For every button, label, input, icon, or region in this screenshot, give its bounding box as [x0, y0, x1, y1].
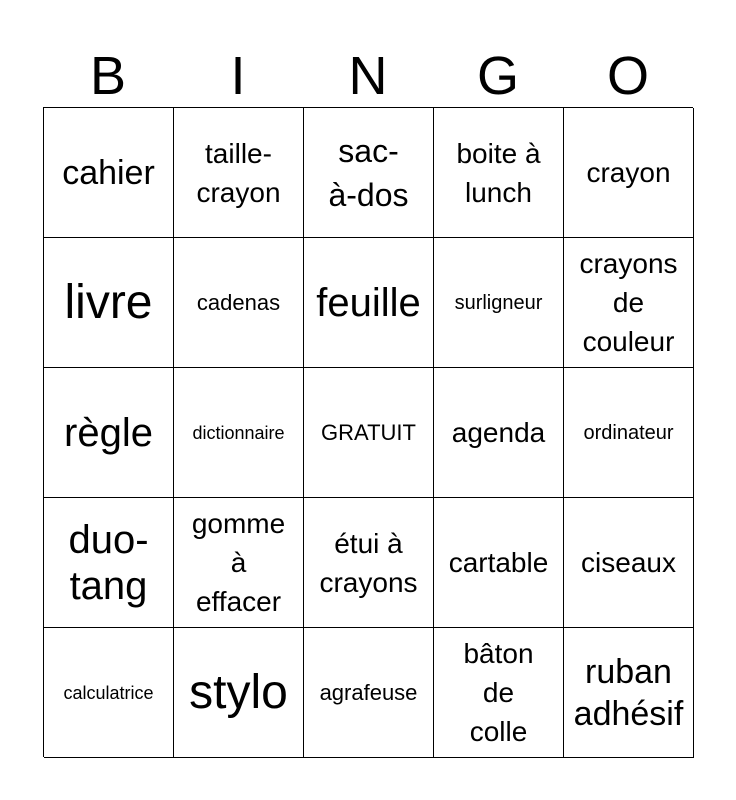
header-letter-g: G [476, 46, 519, 106]
cell-label: règle [64, 410, 153, 455]
cell-label: calculatrice [63, 682, 154, 703]
bingo-cell[interactable] [564, 628, 694, 758]
cell-label: cadenas [196, 289, 281, 315]
cell-label: étui à crayons [319, 527, 418, 598]
header-letter-i: I [230, 46, 246, 106]
bingo-cell[interactable] [304, 628, 434, 758]
cell-label: taille- crayon [196, 137, 281, 208]
cell-label: feuille [316, 280, 421, 325]
cell-label: duo- tang [68, 517, 149, 608]
cell-label: bâton de colle [463, 638, 534, 747]
bingo-cell[interactable] [174, 368, 304, 498]
cell-label: gomme à effacer [191, 508, 286, 617]
cell-label: stylo [189, 665, 288, 719]
cell-label: cahier [62, 153, 155, 192]
bingo-cell[interactable] [434, 368, 564, 498]
free-space-label: GRATUIT [321, 419, 416, 445]
cell-label: dictionnaire [192, 422, 285, 443]
bingo-cell[interactable] [434, 498, 564, 628]
cell-label: cartable [448, 547, 549, 578]
bingo-cell[interactable] [44, 628, 174, 758]
bingo-cell[interactable] [434, 238, 564, 368]
cell-label: ruban adhésif [573, 652, 684, 733]
bingo-board [43, 107, 693, 757]
bingo-header [43, 44, 693, 108]
bingo-cell free-space[interactable] [304, 368, 434, 498]
bingo-cell[interactable] [564, 368, 694, 498]
cell-label: agrafeuse [319, 679, 418, 705]
bingo-cell[interactable] [44, 108, 174, 238]
header-letter-o: O [606, 46, 649, 106]
cell-label: sac- à-dos [328, 132, 409, 213]
bingo-cell[interactable] [434, 108, 564, 238]
bingo-cell[interactable] [564, 498, 694, 628]
cell-label: crayon [586, 157, 671, 188]
bingo-cell[interactable] [44, 368, 174, 498]
bingo-cell[interactable] [434, 628, 564, 758]
cell-label: agenda [451, 417, 546, 448]
bingo-cell[interactable] [44, 498, 174, 628]
cell-label: boite à lunch [456, 137, 541, 208]
cell-label: crayons de couleur [579, 248, 678, 357]
bingo-cell[interactable] [44, 238, 174, 368]
bingo-cell[interactable] [564, 108, 694, 238]
bingo-cell[interactable] [304, 238, 434, 368]
cell-label: ordinateur [583, 421, 674, 444]
header-letter-b: B [89, 46, 127, 106]
bingo-cell[interactable] [304, 498, 434, 628]
cell-label: livre [64, 275, 153, 329]
bingo-cell[interactable] [174, 108, 304, 238]
cell-label: ciseaux [581, 547, 676, 578]
bingo-cell[interactable] [304, 108, 434, 238]
cell-label: surligneur [454, 291, 543, 314]
bingo-cell[interactable] [174, 498, 304, 628]
bingo-cell[interactable] [174, 238, 304, 368]
bingo-cell[interactable] [174, 628, 304, 758]
bingo-cell[interactable] [564, 238, 694, 368]
header-letter-n: N [348, 46, 388, 106]
